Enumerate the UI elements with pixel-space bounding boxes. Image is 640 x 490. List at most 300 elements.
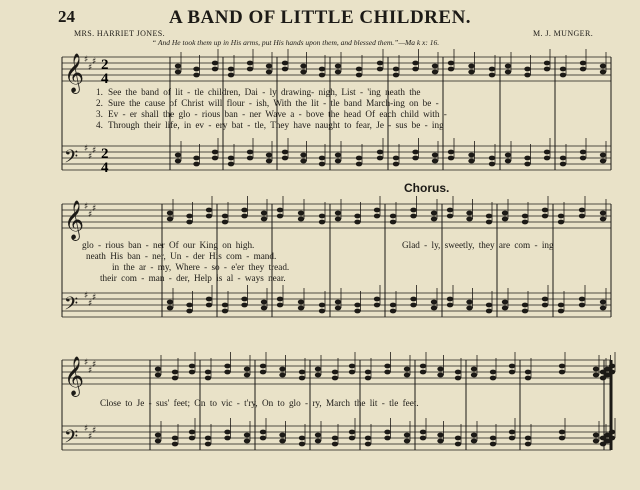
- note-head: [266, 64, 272, 69]
- verse-text: Through their life, in ev - ery bat - tle, They have naught to fear, Je - sus be - ing: [108, 120, 444, 130]
- note-head: [593, 373, 599, 378]
- note-head: [244, 367, 250, 372]
- note-head: [455, 376, 461, 381]
- note-head: [471, 367, 477, 372]
- note-head: [282, 67, 288, 72]
- note-head: [335, 217, 341, 222]
- note-head: [298, 306, 304, 311]
- note-head: [509, 370, 515, 375]
- note-head: [559, 364, 565, 369]
- time-sig-bottom-bass: 4: [101, 160, 109, 176]
- note-head: [384, 436, 390, 441]
- note-head: [279, 367, 285, 372]
- note-head: [212, 156, 218, 161]
- note-head: [542, 208, 548, 213]
- note-head: [222, 214, 228, 219]
- note-head: [600, 300, 606, 305]
- note-head: [315, 433, 321, 438]
- note-head: [261, 211, 267, 216]
- note-head: [600, 436, 606, 441]
- note-head: [466, 211, 472, 216]
- note-head: [212, 150, 218, 155]
- note-head: [593, 433, 599, 438]
- note-head: [542, 297, 548, 302]
- note-head: [224, 430, 230, 435]
- note-head: [319, 214, 325, 219]
- note-head: [486, 214, 492, 219]
- note-head: [410, 297, 416, 302]
- note-head: [167, 300, 173, 305]
- bass-clef-icon: 𝄢: [64, 294, 79, 319]
- note-head: [228, 156, 234, 161]
- note-head: [524, 67, 530, 72]
- note-head: [241, 208, 247, 213]
- note-head: [205, 376, 211, 381]
- verse-text: Sure the cause of Christ will flour - ish, With the lit - tle band March-ing on be -: [108, 98, 439, 108]
- note-head: [335, 70, 341, 75]
- verse-number: 3.: [96, 109, 103, 119]
- note-head: [315, 439, 321, 444]
- note-head: [410, 214, 416, 219]
- note-head: [299, 442, 305, 447]
- note-head: [206, 208, 212, 213]
- note-head: [244, 439, 250, 444]
- note-head: [167, 306, 173, 311]
- note-head: [299, 436, 305, 441]
- sharp-icon: ♯: [92, 293, 97, 303]
- composer-credit: M. J. MUNGER.: [533, 29, 594, 38]
- note-head: [282, 61, 288, 66]
- note-head: [489, 162, 495, 167]
- note-head: [420, 436, 426, 441]
- note-head: [365, 436, 371, 441]
- note-head: [509, 364, 515, 369]
- note-head: [471, 433, 477, 438]
- note-head: [319, 303, 325, 308]
- sharp-icon: ♯: [88, 366, 93, 376]
- note-head: [560, 162, 566, 167]
- note-head: [365, 442, 371, 447]
- note-head: [580, 61, 586, 66]
- note-head: [172, 442, 178, 447]
- note-head: [524, 156, 530, 161]
- system2-lyric-4: their com - man - der, Help is al - ways near.: [100, 273, 286, 283]
- note-head: [404, 367, 410, 372]
- note-head: [266, 159, 272, 164]
- note-head: [206, 297, 212, 302]
- note-head: [299, 376, 305, 381]
- note-head: [377, 156, 383, 161]
- note-head: [489, 156, 495, 161]
- note-head: [447, 303, 453, 308]
- system2-lyric-3: in the ar - my, Where - so - e'er they tread.: [112, 262, 290, 272]
- note-head: [600, 211, 606, 216]
- note-head: [559, 436, 565, 441]
- note-head: [193, 156, 199, 161]
- note-head: [525, 370, 531, 375]
- system2-lyric-1: glo - rious ban - ner Of our King on high.: [82, 240, 255, 250]
- note-head: [580, 156, 586, 161]
- note-head: [354, 309, 360, 314]
- note-head: [205, 436, 211, 441]
- note-head: [186, 309, 192, 314]
- note-head: [525, 376, 531, 381]
- note-head: [471, 439, 477, 444]
- note-head: [193, 73, 199, 78]
- note-head: [189, 436, 195, 441]
- note-head: [205, 442, 211, 447]
- sharp-icon: ♯: [84, 358, 89, 368]
- note-head: [241, 303, 247, 308]
- note-head: [332, 436, 338, 441]
- note-head: [384, 364, 390, 369]
- note-head: [155, 433, 161, 438]
- note-head: [393, 156, 399, 161]
- note-head: [266, 70, 272, 75]
- sharp-icon: ♯: [88, 152, 93, 162]
- note-head: [247, 61, 253, 66]
- note-head: [447, 214, 453, 219]
- scripture-quote: “ And He took them up in His arms, put His hands upon them, and blessed them.”—Ma k x: 16.: [152, 38, 440, 47]
- note-head: [447, 208, 453, 213]
- bass-clef-icon: 𝄢: [64, 427, 79, 452]
- note-head: [404, 439, 410, 444]
- note-head: [390, 220, 396, 225]
- note-head: [155, 367, 161, 372]
- note-head: [448, 67, 454, 72]
- note-head: [244, 373, 250, 378]
- note-head: [377, 61, 383, 66]
- note-head: [222, 303, 228, 308]
- note-head: [432, 70, 438, 75]
- note-head: [300, 70, 306, 75]
- note-head: [354, 214, 360, 219]
- note-head: [167, 211, 173, 216]
- page-number: 24: [58, 7, 75, 26]
- note-head: [206, 303, 212, 308]
- verse-text: Ev - er shall the glo - rious ban - ner Wave a - bove the head Of each child with -: [108, 109, 447, 119]
- note-head: [374, 297, 380, 302]
- note-head: [356, 73, 362, 78]
- sharp-icon: ♯: [92, 57, 97, 67]
- note-head: [277, 297, 283, 302]
- note-head: [579, 303, 585, 308]
- note-head: [332, 376, 338, 381]
- chorus-label: Chorus.: [404, 181, 450, 195]
- note-head: [580, 67, 586, 72]
- note-head: [558, 214, 564, 219]
- note-head: [186, 220, 192, 225]
- note-head: [335, 159, 341, 164]
- note-head: [432, 159, 438, 164]
- note-head: [315, 373, 321, 378]
- note-head: [542, 214, 548, 219]
- sharp-icon: ♯: [88, 299, 93, 309]
- lyricist-credit: MRS. HARRIET JONES.: [74, 29, 166, 38]
- note-head: [522, 214, 528, 219]
- note-head: [335, 64, 341, 69]
- note-head: [431, 300, 437, 305]
- note-head: [193, 67, 199, 72]
- note-head: [432, 64, 438, 69]
- note-head: [175, 64, 181, 69]
- note-head: [525, 442, 531, 447]
- note-head: [332, 370, 338, 375]
- note-head: [522, 220, 528, 225]
- note-head: [490, 376, 496, 381]
- note-head: [349, 430, 355, 435]
- note-head: [468, 153, 474, 158]
- note-head: [222, 309, 228, 314]
- note-head: [298, 300, 304, 305]
- note-head: [502, 300, 508, 305]
- hymn-title: A BAND OF LITTLE CHILDREN.: [168, 7, 472, 28]
- note-head: [279, 373, 285, 378]
- note-head: [404, 433, 410, 438]
- note-head: [390, 303, 396, 308]
- note-head: [279, 439, 285, 444]
- note-head: [524, 73, 530, 78]
- note-head: [300, 159, 306, 164]
- note-head: [260, 370, 266, 375]
- note-head: [206, 214, 212, 219]
- time-sig-top-bass: 2: [101, 146, 109, 162]
- time-sig-bottom-treble: 4: [101, 71, 109, 87]
- note-head: [559, 430, 565, 435]
- note-head: [261, 217, 267, 222]
- note-head: [560, 73, 566, 78]
- note-head: [600, 70, 606, 75]
- treble-clef-icon: 𝄞: [64, 356, 85, 396]
- note-head: [525, 436, 531, 441]
- sharp-icon: ♯: [84, 202, 89, 212]
- note-head: [455, 436, 461, 441]
- verse-number: 4.: [96, 120, 103, 130]
- note-head: [377, 67, 383, 72]
- note-head: [247, 67, 253, 72]
- note-head: [468, 70, 474, 75]
- note-head: [390, 214, 396, 219]
- note-head: [544, 61, 550, 66]
- note-head: [505, 64, 511, 69]
- note-head: [241, 214, 247, 219]
- note-head: [437, 439, 443, 444]
- note-head: [300, 64, 306, 69]
- note-head: [175, 70, 181, 75]
- note-head: [222, 220, 228, 225]
- note-head: [319, 162, 325, 167]
- note-head: [349, 436, 355, 441]
- note-head: [247, 156, 253, 161]
- note-head: [374, 303, 380, 308]
- note-head: [335, 300, 341, 305]
- note-head: [558, 220, 564, 225]
- sharp-icon: ♯: [92, 360, 97, 370]
- note-head: [172, 370, 178, 375]
- note-head: [155, 373, 161, 378]
- time-sig-top-treble: 2: [101, 57, 109, 73]
- note-head: [559, 370, 565, 375]
- sharp-icon: ♯: [88, 432, 93, 442]
- note-head: [260, 430, 266, 435]
- bass-clef-icon: 𝄢: [64, 147, 79, 172]
- note-head: [175, 153, 181, 158]
- note-head: [189, 430, 195, 435]
- note-head: [365, 370, 371, 375]
- note-head: [544, 67, 550, 72]
- note-head: [420, 370, 426, 375]
- note-head: [384, 370, 390, 375]
- note-head: [431, 211, 437, 216]
- note-head: [558, 303, 564, 308]
- note-head: [600, 153, 606, 158]
- note-head: [412, 61, 418, 66]
- note-head: [505, 159, 511, 164]
- note-head: [212, 61, 218, 66]
- note-head: [468, 159, 474, 164]
- note-head: [544, 150, 550, 155]
- note-head: [277, 214, 283, 219]
- note-head: [522, 309, 528, 314]
- note-head: [505, 153, 511, 158]
- note-head: [356, 156, 362, 161]
- note-head: [490, 442, 496, 447]
- note-head: [244, 433, 250, 438]
- note-head: [299, 370, 305, 375]
- note-head: [186, 303, 192, 308]
- note-head: [560, 67, 566, 72]
- note-head: [241, 297, 247, 302]
- sharp-icon: ♯: [92, 204, 97, 214]
- note-head: [228, 73, 234, 78]
- note-head: [502, 211, 508, 216]
- note-head: [600, 370, 606, 375]
- note-head: [471, 373, 477, 378]
- treble-clef-icon: 𝄞: [64, 53, 85, 93]
- note-head: [579, 214, 585, 219]
- note-head: [319, 156, 325, 161]
- note-head: [412, 67, 418, 72]
- sharp-icon: ♯: [84, 55, 89, 65]
- note-head: [186, 214, 192, 219]
- note-head: [374, 208, 380, 213]
- sharp-icon: ♯: [92, 426, 97, 436]
- note-head: [579, 208, 585, 213]
- note-head: [266, 153, 272, 158]
- note-head: [354, 220, 360, 225]
- note-head: [319, 73, 325, 78]
- note-head: [448, 61, 454, 66]
- note-head: [410, 208, 416, 213]
- note-head: [486, 309, 492, 314]
- note-head: [247, 150, 253, 155]
- treble-clef-icon: 𝄞: [64, 200, 85, 240]
- note-head: [393, 73, 399, 78]
- note-head: [193, 162, 199, 167]
- note-head: [489, 67, 495, 72]
- note-head: [593, 439, 599, 444]
- note-head: [155, 439, 161, 444]
- note-head: [404, 373, 410, 378]
- note-head: [172, 376, 178, 381]
- note-head: [560, 156, 566, 161]
- note-head: [509, 430, 515, 435]
- sharp-icon: ♯: [88, 63, 93, 73]
- note-head: [349, 364, 355, 369]
- note-head: [600, 217, 606, 222]
- final-lyric: Close to Je - sus' feet; On to vic - t'ry, On to glo - ry, March the lit - tle feet.: [100, 398, 419, 408]
- note-head: [349, 370, 355, 375]
- note-head: [431, 306, 437, 311]
- note-head: [228, 162, 234, 167]
- note-head: [593, 367, 599, 372]
- note-head: [377, 150, 383, 155]
- sharp-icon: ♯: [84, 424, 89, 434]
- note-head: [319, 67, 325, 72]
- note-head: [374, 214, 380, 219]
- note-head: [356, 67, 362, 72]
- note-head: [277, 303, 283, 308]
- note-head: [224, 370, 230, 375]
- note-head: [356, 162, 362, 167]
- note-head: [522, 303, 528, 308]
- note-head: [224, 436, 230, 441]
- note-head: [468, 64, 474, 69]
- note-head: [489, 73, 495, 78]
- note-head: [542, 303, 548, 308]
- note-head: [490, 436, 496, 441]
- note-head: [437, 373, 443, 378]
- note-head: [298, 211, 304, 216]
- verse-number: 1.: [96, 87, 103, 97]
- note-head: [410, 303, 416, 308]
- note-head: [437, 367, 443, 372]
- note-head: [175, 159, 181, 164]
- sharp-icon: ♯: [92, 146, 97, 156]
- note-head: [384, 430, 390, 435]
- note-head: [420, 364, 426, 369]
- note-head: [298, 217, 304, 222]
- note-head: [332, 442, 338, 447]
- note-head: [486, 220, 492, 225]
- note-head: [524, 162, 530, 167]
- note-head: [412, 156, 418, 161]
- note-head: [260, 436, 266, 441]
- note-head: [277, 208, 283, 213]
- note-head: [261, 300, 267, 305]
- note-head: [315, 367, 321, 372]
- note-head: [448, 150, 454, 155]
- note-head: [502, 217, 508, 222]
- note-head: [600, 64, 606, 69]
- note-head: [466, 217, 472, 222]
- note-head: [448, 156, 454, 161]
- note-head: [319, 309, 325, 314]
- verse-number: 2.: [96, 98, 103, 108]
- note-head: [282, 150, 288, 155]
- note-head: [466, 300, 472, 305]
- note-head: [600, 306, 606, 311]
- note-head: [502, 306, 508, 311]
- note-head: [579, 297, 585, 302]
- note-head: [212, 67, 218, 72]
- sharp-icon: ♯: [88, 210, 93, 220]
- note-head: [509, 436, 515, 441]
- note-head: [189, 364, 195, 369]
- note-head: [335, 153, 341, 158]
- system2-lyric-2: neath His ban - ner, Un - der His com - mand.: [86, 251, 277, 261]
- note-head: [544, 156, 550, 161]
